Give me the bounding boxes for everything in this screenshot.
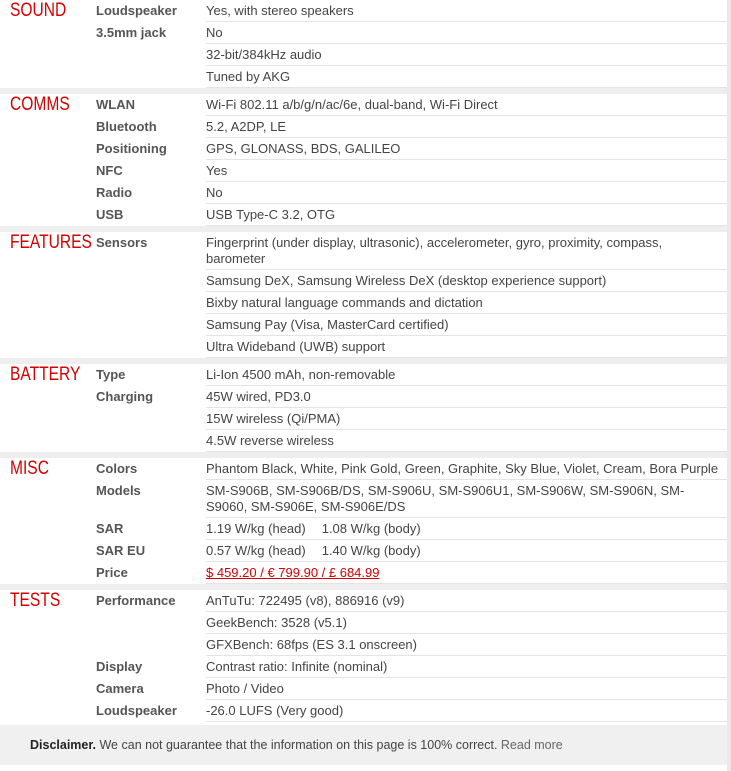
section-title: SOUND [10, 0, 67, 21]
spec-value: Samsung Pay (Visa, MasterCard certified) [206, 314, 727, 336]
spec-row [0, 562, 727, 584]
spec-row [0, 656, 727, 678]
spec-value [206, 518, 727, 540]
section-title: BATTERY [10, 364, 81, 385]
spec-key [96, 408, 206, 430]
spec-value [206, 562, 727, 584]
spec-key: Radio [96, 185, 133, 200]
section-features [0, 226, 727, 358]
spec-row [0, 94, 727, 116]
section-title: COMMS [10, 94, 70, 115]
spec-value: No [206, 22, 727, 44]
spec-value: USB Type-C 3.2, OTG [206, 204, 727, 226]
spec-key: Display [96, 659, 143, 674]
section-title: TESTS [10, 590, 61, 611]
spec-key [96, 292, 206, 314]
spec-value: GFXBench: 68fps (ES 3.1 onscreen) [206, 634, 727, 656]
spec-value-body: 1.08 W/kg (body) [321, 520, 421, 536]
read-more-link[interactable]: Read more [500, 738, 563, 752]
spec-value: 32-bit/384kHz audio [206, 44, 727, 66]
spec-value-head: 0.57 W/kg (head) [206, 542, 306, 558]
spec-row [0, 634, 727, 656]
spec-row [0, 408, 727, 430]
spec-value: Samsung DeX, Samsung Wireless DeX (desktop experience support) [206, 270, 727, 292]
spec-row [0, 386, 727, 408]
spec-row [0, 336, 727, 358]
spec-row [0, 292, 727, 314]
disclaimer-body: We can not guarantee that the information on this page is 100% correct. [96, 738, 498, 752]
spec-value: Li-Ion 4500 mAh, non-removable [206, 364, 727, 386]
spec-key [96, 430, 206, 452]
spec-key: Positioning [96, 141, 167, 156]
spec-row [0, 44, 727, 66]
spec-row [0, 182, 727, 204]
spec-value: Wi-Fi 802.11 a/b/g/n/ac/6e, dual-band, Wi-Fi Direct [206, 94, 727, 116]
spec-key [96, 44, 206, 66]
spec-value: Bixby natural language commands and dictation [206, 292, 727, 314]
section-comms [0, 88, 727, 226]
spec-value: No [206, 182, 727, 204]
spec-value: AnTuTu: 722495 (v8), 886916 (v9) [206, 590, 727, 612]
spec-key: Bluetooth [96, 119, 157, 134]
spec-row [0, 700, 727, 722]
section-tests [0, 584, 727, 744]
spec-value: Contrast ratio: Infinite (nominal) [206, 656, 727, 678]
spec-key: Loudspeaker [96, 3, 177, 18]
spec-row [0, 678, 727, 700]
spec-key: Models [96, 483, 141, 498]
spec-key: WLAN [96, 97, 135, 112]
spec-row [0, 22, 727, 44]
spec-value: GeekBench: 3528 (v5.1) [206, 612, 727, 634]
spec-key: Performance [96, 593, 176, 608]
spec-row [0, 0, 727, 22]
spec-value-head: 1.19 W/kg (head) [206, 520, 306, 536]
disclaimer-text [30, 738, 563, 752]
spec-row [0, 540, 727, 562]
spec-key [96, 66, 206, 88]
spec-key: Price [96, 565, 128, 580]
spec-key: USB [96, 207, 124, 222]
spec-value: Photo / Video [206, 678, 727, 700]
spec-row [0, 66, 727, 88]
disclaimer-box [0, 725, 727, 765]
spec-key [96, 336, 206, 358]
spec-row [0, 270, 727, 292]
spec-value [206, 540, 727, 562]
section-title: MISC [10, 458, 49, 479]
scrollbar[interactable] [727, 0, 731, 771]
spec-value: Tuned by AKG [206, 66, 727, 88]
spec-row [0, 590, 727, 612]
spec-key: Sensors [96, 235, 148, 250]
spec-key [96, 270, 206, 292]
spec-row [0, 138, 727, 160]
spec-row [0, 612, 727, 634]
spec-row [0, 458, 727, 480]
spec-key: Loudspeaker [96, 703, 177, 718]
spec-key: Camera [96, 681, 144, 696]
spec-row [0, 160, 727, 182]
spec-row [0, 116, 727, 138]
spec-row [0, 204, 727, 226]
spec-row [0, 364, 727, 386]
spec-row [0, 480, 727, 518]
spec-key [96, 314, 206, 336]
spec-value: 45W wired, PD3.0 [206, 386, 727, 408]
spec-key: 3.5mm jack [96, 25, 167, 40]
spec-link[interactable]: $ 459.20 / € 799.90 / £ 684.99 [206, 564, 380, 580]
section-misc [0, 452, 727, 584]
spec-key: SAR [96, 521, 124, 536]
disclaimer-label: Disclaimer. [30, 738, 97, 752]
spec-value: Yes [206, 160, 727, 182]
spec-value: -26.0 LUFS (Very good) [206, 700, 727, 722]
spec-value: Phantom Black, White, Pink Gold, Green, Graphite, Sky Blue, Violet, Cream, Bora Purple [206, 458, 727, 480]
spec-key: NFC [96, 163, 123, 178]
section-battery [0, 358, 727, 452]
spec-row [0, 518, 727, 540]
spec-key: Type [96, 367, 126, 382]
spec-value: 5.2, A2DP, LE [206, 116, 727, 138]
spec-key: SAR EU [96, 543, 146, 558]
spec-value: 4.5W reverse wireless [206, 430, 727, 452]
section-sound [0, 0, 727, 88]
spec-value: SM-S906B, SM-S906B/DS, SM-S906U, SM-S906U1, SM-S906W, SM-S906N, SM-S9060, SM-S906E, SM-S906E/DS [206, 480, 727, 518]
spec-value: 15W wireless (Qi/PMA) [206, 408, 727, 430]
spec-value: Ultra Wideband (UWB) support [206, 336, 727, 358]
spec-key: Charging [96, 389, 154, 404]
spec-value: GPS, GLONASS, BDS, GALILEO [206, 138, 727, 160]
spec-key [96, 612, 206, 634]
spec-key [96, 634, 206, 656]
spec-row [0, 232, 727, 270]
spec-value: Fingerprint (under display, ultrasonic), accelerometer, gyro, proximity, compass, barometer [206, 232, 727, 270]
spec-value: Yes, with stereo speakers [206, 0, 727, 22]
section-title: FEATURES [10, 232, 92, 253]
spec-row [0, 430, 727, 452]
spec-row [0, 314, 727, 336]
spec-value-body: 1.40 W/kg (body) [321, 542, 421, 558]
spec-key: Colors [96, 461, 138, 476]
